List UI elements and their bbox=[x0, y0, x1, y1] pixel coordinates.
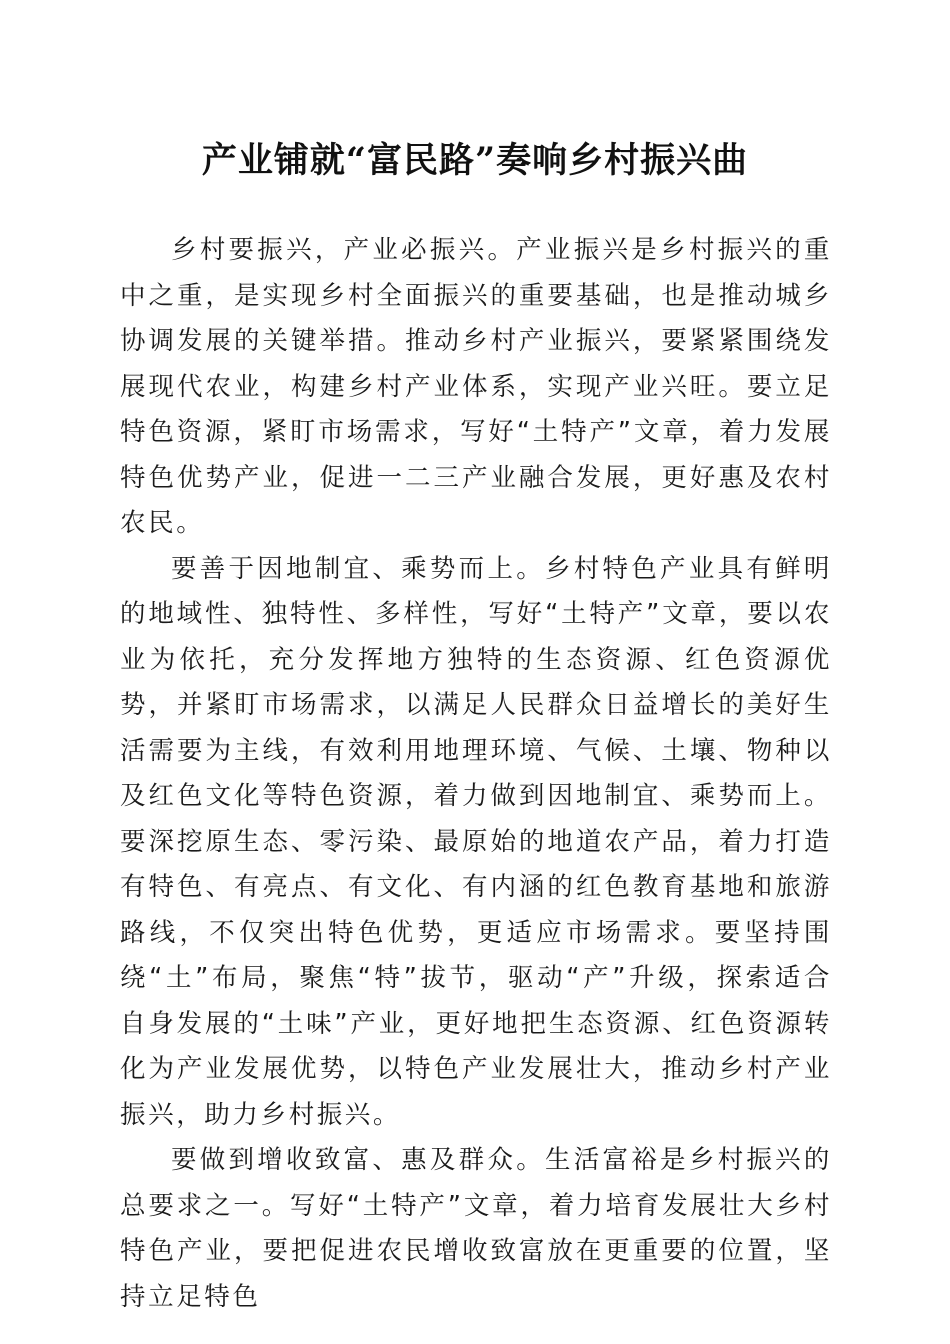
document-title: 产业铺就“富民路”奏响乡村振兴曲 bbox=[201, 140, 749, 181]
paragraph-2: 要善于因地制宜、乘势而上。乡村特色产业具有鲜明的地域性、独特性、多样性，写好“土特产”文章，要以农业为依托，充分发挥地方独特的生态资源、红色资源优势，并紧盯市场需求，以满足人民群众日益增长的美好生活需要为主线，有效利用地理环境、气候、土壤、物种以及红色文化等特色资源，着力做到因地制宜、乘势而上。要深挖原生态、零污染、最原始的地道农产品，着力打造有特色、有亮点、有文化、有内涵的红色教育基地和旅游路线，不仅突出特色优势，更适应市场需求。要坚持围绕“土”布局，聚焦“特”拔节，驱动“产”升级，探索适合自身发展的“土味”产业，更好地把生态资源、红色资源转化为产业发展优势，以特色产业发展壮大，推动乡村产业振兴，助力乡村振兴。 bbox=[120, 553, 832, 1130]
paragraph-3: 要做到增收致富、惠及群众。生活富裕是乡村振兴的总要求之一。写好“土特产”文章，着力培育发展壮大乡村特色产业，要把促进农民增收致富放在更重要的位置，坚持立足特色 bbox=[120, 1145, 832, 1312]
document-body bbox=[120, 228, 832, 1320]
paragraph-1: 乡村要振兴，产业必振兴。产业振兴是乡村振兴的重中之重，是实现乡村全面振兴的重要基础，也是推动城乡协调发展的关键举措。推动乡村产业振兴，要紧紧围绕发展现代农业，构建乡村产业体系，实现产业兴旺。要立足特色资源，紧盯市场需求，写好“土特产”文章，着力发展特色优势产业，促进一二三产业融合发展，更好惠及农村农民。 bbox=[120, 235, 832, 538]
